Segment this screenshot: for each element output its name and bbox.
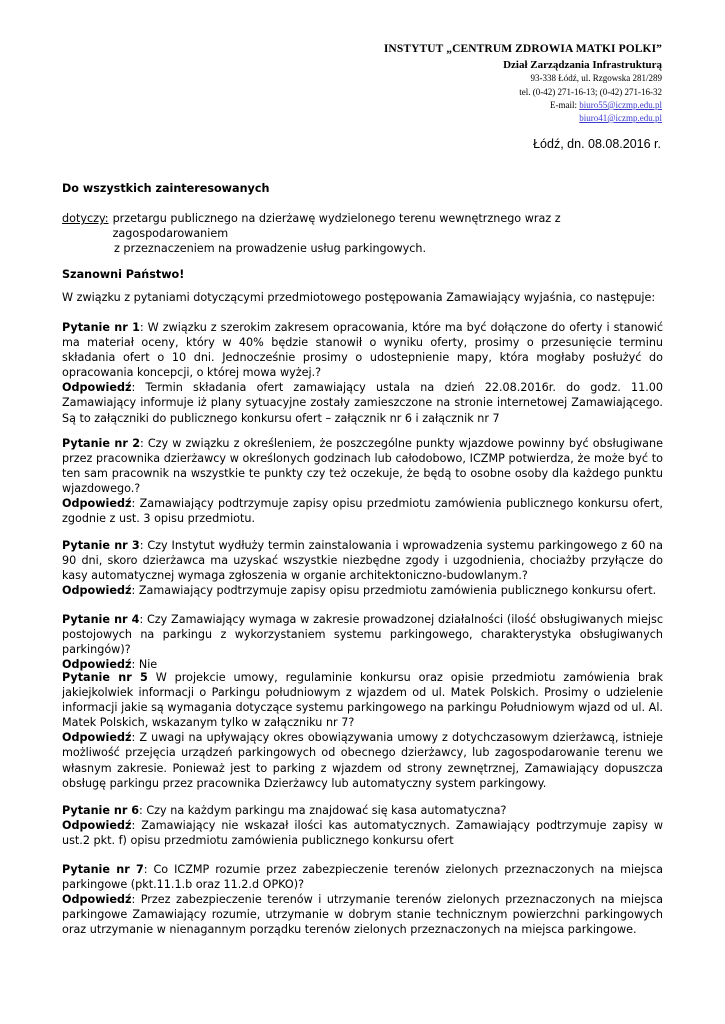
question-label: Pytanie nr 4 (62, 613, 140, 626)
email-line (550, 100, 662, 110)
email-link-1[interactable]: biuro55@iczmp.edu.pl (579, 100, 662, 110)
answer-label: Odpowiedź (62, 584, 132, 598)
question-text: Czy Instytut wydłuży termin zainstalowania i wprowadzenia systemu parkingowego z 60 na 90 dni, skoro dzierżawca ma uzyskać wszystkie niezbędne zgody i uzgodnienia, chociażby przyłącze do kasy automatycznej wymaga zgłoszenia w organie architektoniczno-budowlanym.? (62, 539, 664, 583)
answer-text: : Z uwagi na upływający okres obowiązywania umowy z dotychczasowym dzierżawcą, istnieje możliwość przejęcia urządzeń parkingowych od obecnego dzierżawcy, lub zagospodarowanie terenu we własnym zakresie. Ponieważ jest to parking z wjazdem od strony zewnętrznej, Zamawiający dopuszcza obsługę parkingu przez pracownika Dzierżawcy lub automatyczny system parkingowy. (62, 731, 663, 790)
answer-label: Odpowiedź (62, 381, 132, 395)
answer-text: : Zamawiający nie wskazał ilości kas automatycznych. Zamawiający podtrzymuje zapisy w ust.2 pkt. f) opisu przedmiotu zamówienia publicznego konkursu ofert (62, 819, 663, 848)
qa-block-2 (62, 436, 663, 527)
question-label: Pytanie nr 5 (62, 671, 148, 684)
email-label: E-mail: (549, 100, 580, 110)
answer-1 (62, 380, 663, 425)
answer-7 (62, 892, 663, 937)
intro-paragraph: W związku z pytaniami dotyczącymi przedmiotowego postępowania Zamawiający wyjaśnia, co następuje: (62, 291, 656, 304)
question-label: Pytanie nr 3 (62, 539, 140, 552)
email-link-2[interactable]: biuro41@iczmp.edu.pl (579, 113, 662, 123)
subject-label: dotyczy: (62, 212, 109, 225)
answer-text: : Nie (131, 658, 158, 672)
question-text: W projekcie umowy, regulaminie konkursu oraz opisie przedmiotu zamówienia brak jakiejkolwiek informacji o Parkingu południowym z wjazdem od ul. Matek Polskich. Prosimy o udzielenie informacji jakie są wymagania dotyczące systemu parkingowego na parkingu Południowym wjazd od ul. Al. Matek Polskich, wskazanym tylko w załączniku nr 7? (62, 671, 663, 730)
answer-text: : Przez zabezpieczenie terenów i utrzymanie terenów zielonych przeznaczonych na miejsca parkingowe Zamawiający rozumie, utrzymanie w dobrym stanie technicznym powierzchni parkingowych oraz utrzymanie w nienagannym porządku terenów zielonych przeznaczonych na miejsca parkingowe. (62, 893, 663, 937)
greeting: Szanowni Państwo! (62, 268, 185, 281)
question-4: Pytanie nr 4: Czy Zamawiający wymaga w zakresie prowadzonej działalności (ilość obsługiwanych miejsc postojowych na parkingu z wykorzystaniem systemu parkingowego, charakterystyka obsługiwanych parkingów)? (62, 613, 664, 657)
qa-block-3 (62, 538, 663, 598)
question-1: Pytanie nr 1: W związku z szerokim zakresem opracowania, które ma być dołączone do oferty i stanowić ma materiał oceny, który w 40% będzie stanowił o wyniku oferty, prosimy o przesunięcie terminu składania ofert o 10 dni. Jednocześnie prosimy o udostepnienie mapy, która mogłaby posłużyć do opracowania koncepcji, o której mowa wyżej.? (62, 321, 664, 380)
qa-block-5 (62, 670, 663, 791)
department-name: Dział Zarządzania Infrastrukturą (503, 59, 662, 71)
answer-label: Odpowiedź (62, 819, 132, 833)
question-5 (62, 670, 663, 730)
answer-5 (62, 730, 663, 790)
subject (62, 211, 663, 256)
question-text: Czy Zamawiający wymaga w zakresie prowadzonej działalności (ilość obsługiwanych miejsc postojowych na parkingu z wykorzystaniem systemu parkingowego, charakterystyka obsługiwanych parkingów)? (62, 613, 664, 657)
answer-label: Odpowiedź (62, 893, 132, 907)
answer-text: : Zamawiający podtrzymuje zapisy opisu przedmiotu zamówienia publicznego konkursu ofert, zgodnie z ust. 3 opisu przedmiotu. (62, 497, 663, 526)
institute-name: INSTYTUT „CENTRUM ZDROWIA MATKI POLKI” (383, 43, 662, 55)
question-3: Pytanie nr 3: Czy Instytut wydłuży termin zainstalowania i wprowadzenia systemu parkingowego z 60 na 90 dni, skoro dzierżawca ma uzyskać wszystkie niezbędne zgody i uzgodnienia, chociażby przyłącze do kasy automatycznej wymaga zgłoszenia w organie architektoniczno-budowlanym.? (62, 539, 664, 583)
answer-text: : Zamawiający podtrzymuje zapisy opisu przedmiotu zamówienia publicznego konkursu ofert. (131, 584, 657, 598)
answer-label: Odpowiedź (62, 497, 132, 511)
subject-line-1: przetargu publicznego na dzierżawę wydzielonego terenu wewnętrznego wraz z zagospodarowaniem (112, 212, 561, 241)
qa-block-1 (62, 320, 663, 426)
institute-address: 93-338 Łódź, ul. Rzgowska 281/289 (530, 73, 662, 83)
qa-block-7 (62, 862, 663, 937)
answer-6 (62, 818, 663, 848)
question-label: Pytanie nr 1 (62, 321, 140, 334)
question-text: Czy na każdym parkingu ma znajdować się kasa automatyczna? (146, 804, 507, 817)
question-label: Pytanie nr 2 (62, 437, 141, 450)
answer-2 (62, 496, 663, 526)
question-label: Pytanie nr 7 (62, 863, 144, 876)
question-7: Pytanie nr 7: Co ICZMP rozumie przez zabezpieczenie terenów zielonych przeznaczonych na miejsca parkingowe (pkt.11.1.b oraz 11.2.d OPKO)? (62, 863, 663, 892)
question-2: Pytanie nr 2: Czy w związku z określeniem, że poszczególne punkty wjazdowe powinny być obsługiwane przez pracownika dzierżawcy w określonych godzinach lub całodobowo, ICZMP potwierdza, że może być to ten sam pracownik na wszystkie te punkty czy też oczekuje, że będą to osobne osoby dla każdego punktu wjazdowego.? (62, 437, 663, 496)
answer-text: : Termin składania ofert zamawiający ustala na dzień 22.08.2016r. do godz. 11.00 Zamawiający informuje iż plany sytuacyjne zostały zamieszczone na stronie internetowej Zamawiającego. Są to załączniki do publicznego konkursu ofert – załącznik nr 6 i załącznik nr 7 (62, 381, 663, 425)
qa-block-6 (62, 803, 663, 848)
qa-block-4 (62, 612, 663, 672)
question-text: Czy w związku z określeniem, że poszczególne punkty wjazdowe powinny być obsługiwane przez pracownika dzierżawcy w określonych godzinach lub całodobowo, ICZMP potwierdza, że może być to ten sam pracownik na wszystkie te punkty czy też oczekuje, że będą to osobne osoby dla każdego punktu wjazdowego.? (62, 437, 663, 496)
question-6: Pytanie nr 6: Czy na każdym parkingu ma znajdować się kasa automatyczna? (62, 804, 507, 817)
subject-line-2: z przeznaczeniem na prowadzenie usług parkingowych. (114, 242, 427, 256)
question-text: Co ICZMP rozumie przez zabezpieczenie terenów zielonych przeznaczonych na miejsca parkingowe (pkt.11.1.b oraz 11.2.d OPKO)? (62, 863, 663, 892)
question-text: W związku z szerokim zakresem opracowania, które ma być dołączone do oferty i stanowić ma materiał oceny, który w 40% będzie stanowił o wyniku oferty, prosimy o przesunięcie terminu składania ofert o 10 dni. Jednocześnie prosimy o udostepnienie mapy, która mogłaby posłużyć do opracowania koncepcji, o której mowa wyżej.? (62, 321, 664, 380)
institute-phone: tel. (0-42) 271-16-13; (0-42) 271-16-32 (519, 87, 662, 97)
letter-date: Łódź, dn. 08.08.2016 r. (533, 137, 661, 151)
answer-label: Odpowiedź (62, 731, 132, 745)
addressee: Do wszystkich zainteresowanych (62, 182, 270, 195)
email-line-2 (579, 113, 662, 123)
answer-3 (62, 583, 663, 598)
answer-label: Odpowiedź (62, 658, 132, 672)
question-label: Pytanie nr 6 (62, 804, 140, 817)
